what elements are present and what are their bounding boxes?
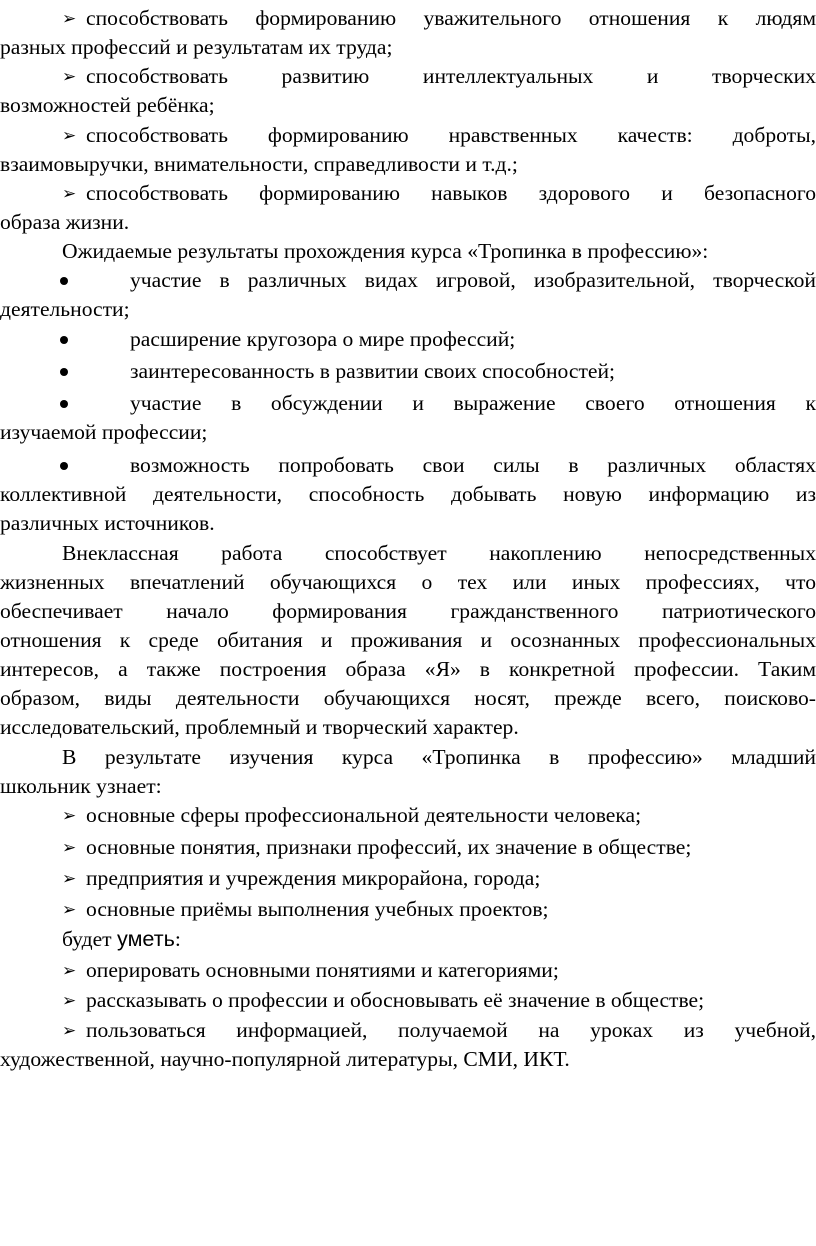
result-item-1-cont: деятельности; [0, 297, 130, 321]
goal-item-2-cont: возможностей ребёнка; [0, 93, 215, 117]
paragraph-line-1: Внеклассная работа способствует накоплению непосредственных [62, 541, 816, 565]
goal-item-2: ➢ способствовать развитию интеллектуальных и творческих [0, 62, 816, 92]
arrow-bullet-icon: ➢ [62, 9, 77, 29]
goal-item-4: ➢ способствовать формированию навыков здорового и безопасного [0, 179, 816, 209]
dot-bullet-icon [60, 336, 68, 344]
goal-item-3: ➢ способствовать формированию нравственных качеств: доброты, [0, 121, 816, 151]
learn-item-3: ➢ предприятия и учреждения микрорайона, города; [0, 864, 816, 894]
learn-intro-cont: школьник узнает: [0, 774, 162, 798]
arrow-bullet-icon: ➢ [62, 806, 77, 826]
arrow-bullet-icon: ➢ [62, 869, 77, 889]
paragraph-line-2: жизненных впечатлений обучающихся о тех или иных профессиях, что [0, 570, 816, 594]
learn-item-4: ➢ основные приёмы выполнения учебных проектов; [0, 895, 816, 925]
arrow-bullet-icon: ➢ [62, 184, 77, 204]
learn-item-2: ➢ основные понятия, признаки профессий, их значение в обществе; [0, 833, 816, 863]
goal-item-4-cont: образа жизни. [0, 210, 130, 234]
goal-item-1-cont: разных профессий и результатам их труда; [0, 35, 393, 59]
result-item-1: участие в различных видах игровой, изобразительной, творческой [130, 268, 816, 292]
learn-intro: В результате изучения курса «Тропинка в профессию» младший [62, 745, 816, 769]
paragraph-line-4: отношения к среде обитания и проживания и осознанных профессиональных [0, 628, 816, 652]
results-heading: Ожидаемые результаты прохождения курса «Тропинка в профессию»: [62, 239, 709, 263]
arrow-bullet-icon: ➢ [62, 961, 77, 981]
arrow-bullet-icon: ➢ [62, 1021, 77, 1041]
arrow-bullet-icon: ➢ [62, 838, 77, 858]
dot-bullet-icon [60, 462, 68, 470]
arrow-bullet-icon: ➢ [62, 900, 77, 920]
result-item-5: возможность попробовать свои силы в различных областях [130, 453, 816, 477]
arrow-bullet-icon: ➢ [62, 991, 77, 1011]
skill-item-2: ➢ рассказывать о профессии и обосновывать её значение в обществе; [0, 986, 816, 1016]
skills-intro: будет уметь: [62, 926, 181, 951]
result-item-4: участие в обсуждении и выражение своего отношения к [130, 391, 816, 415]
skill-item-3-cont: художественной, научно-популярной литературы, СМИ, ИКТ. [0, 1047, 570, 1071]
paragraph-line-5: интересов, а также построения образа «Я» в конкретной профессии. Таким [0, 657, 816, 681]
dot-bullet-icon [60, 368, 68, 376]
result-item-2: расширение кругозора о мире профессий; [130, 327, 516, 351]
result-item-5-cont2: различных источников. [0, 511, 215, 535]
result-item-3: заинтересованность в развитии своих способностей; [130, 359, 616, 383]
result-item-5-cont: коллективной деятельности, способность добывать новую информацию из [0, 482, 816, 506]
paragraph-line-3: обеспечивает начало формирования гражданственного патриотического [0, 599, 816, 623]
arrow-bullet-icon: ➢ [62, 67, 77, 87]
result-item-4-cont: изучаемой профессии; [0, 420, 208, 444]
goal-item-1: ➢ способствовать формированию уважительного отношения к людям [0, 4, 816, 34]
dot-bullet-icon [60, 400, 68, 408]
paragraph-line-7: исследовательский, проблемный и творческий характер. [0, 715, 519, 739]
paragraph-line-6: образом, виды деятельности обучающихся носят, прежде всего, поисково- [0, 686, 816, 710]
skill-item-3: ➢ пользоваться информацией, получаемой на уроках из учебной, [0, 1016, 816, 1046]
goal-item-3-cont: взаимовыручки, внимательности, справедливости и т.д.; [0, 152, 518, 176]
dot-bullet-icon [60, 277, 68, 285]
arrow-bullet-icon: ➢ [62, 126, 77, 146]
learn-item-1: ➢ основные сферы профессиональной деятельности человека; [0, 801, 816, 831]
skill-item-1: ➢ оперировать основными понятиями и категориями; [0, 956, 816, 986]
